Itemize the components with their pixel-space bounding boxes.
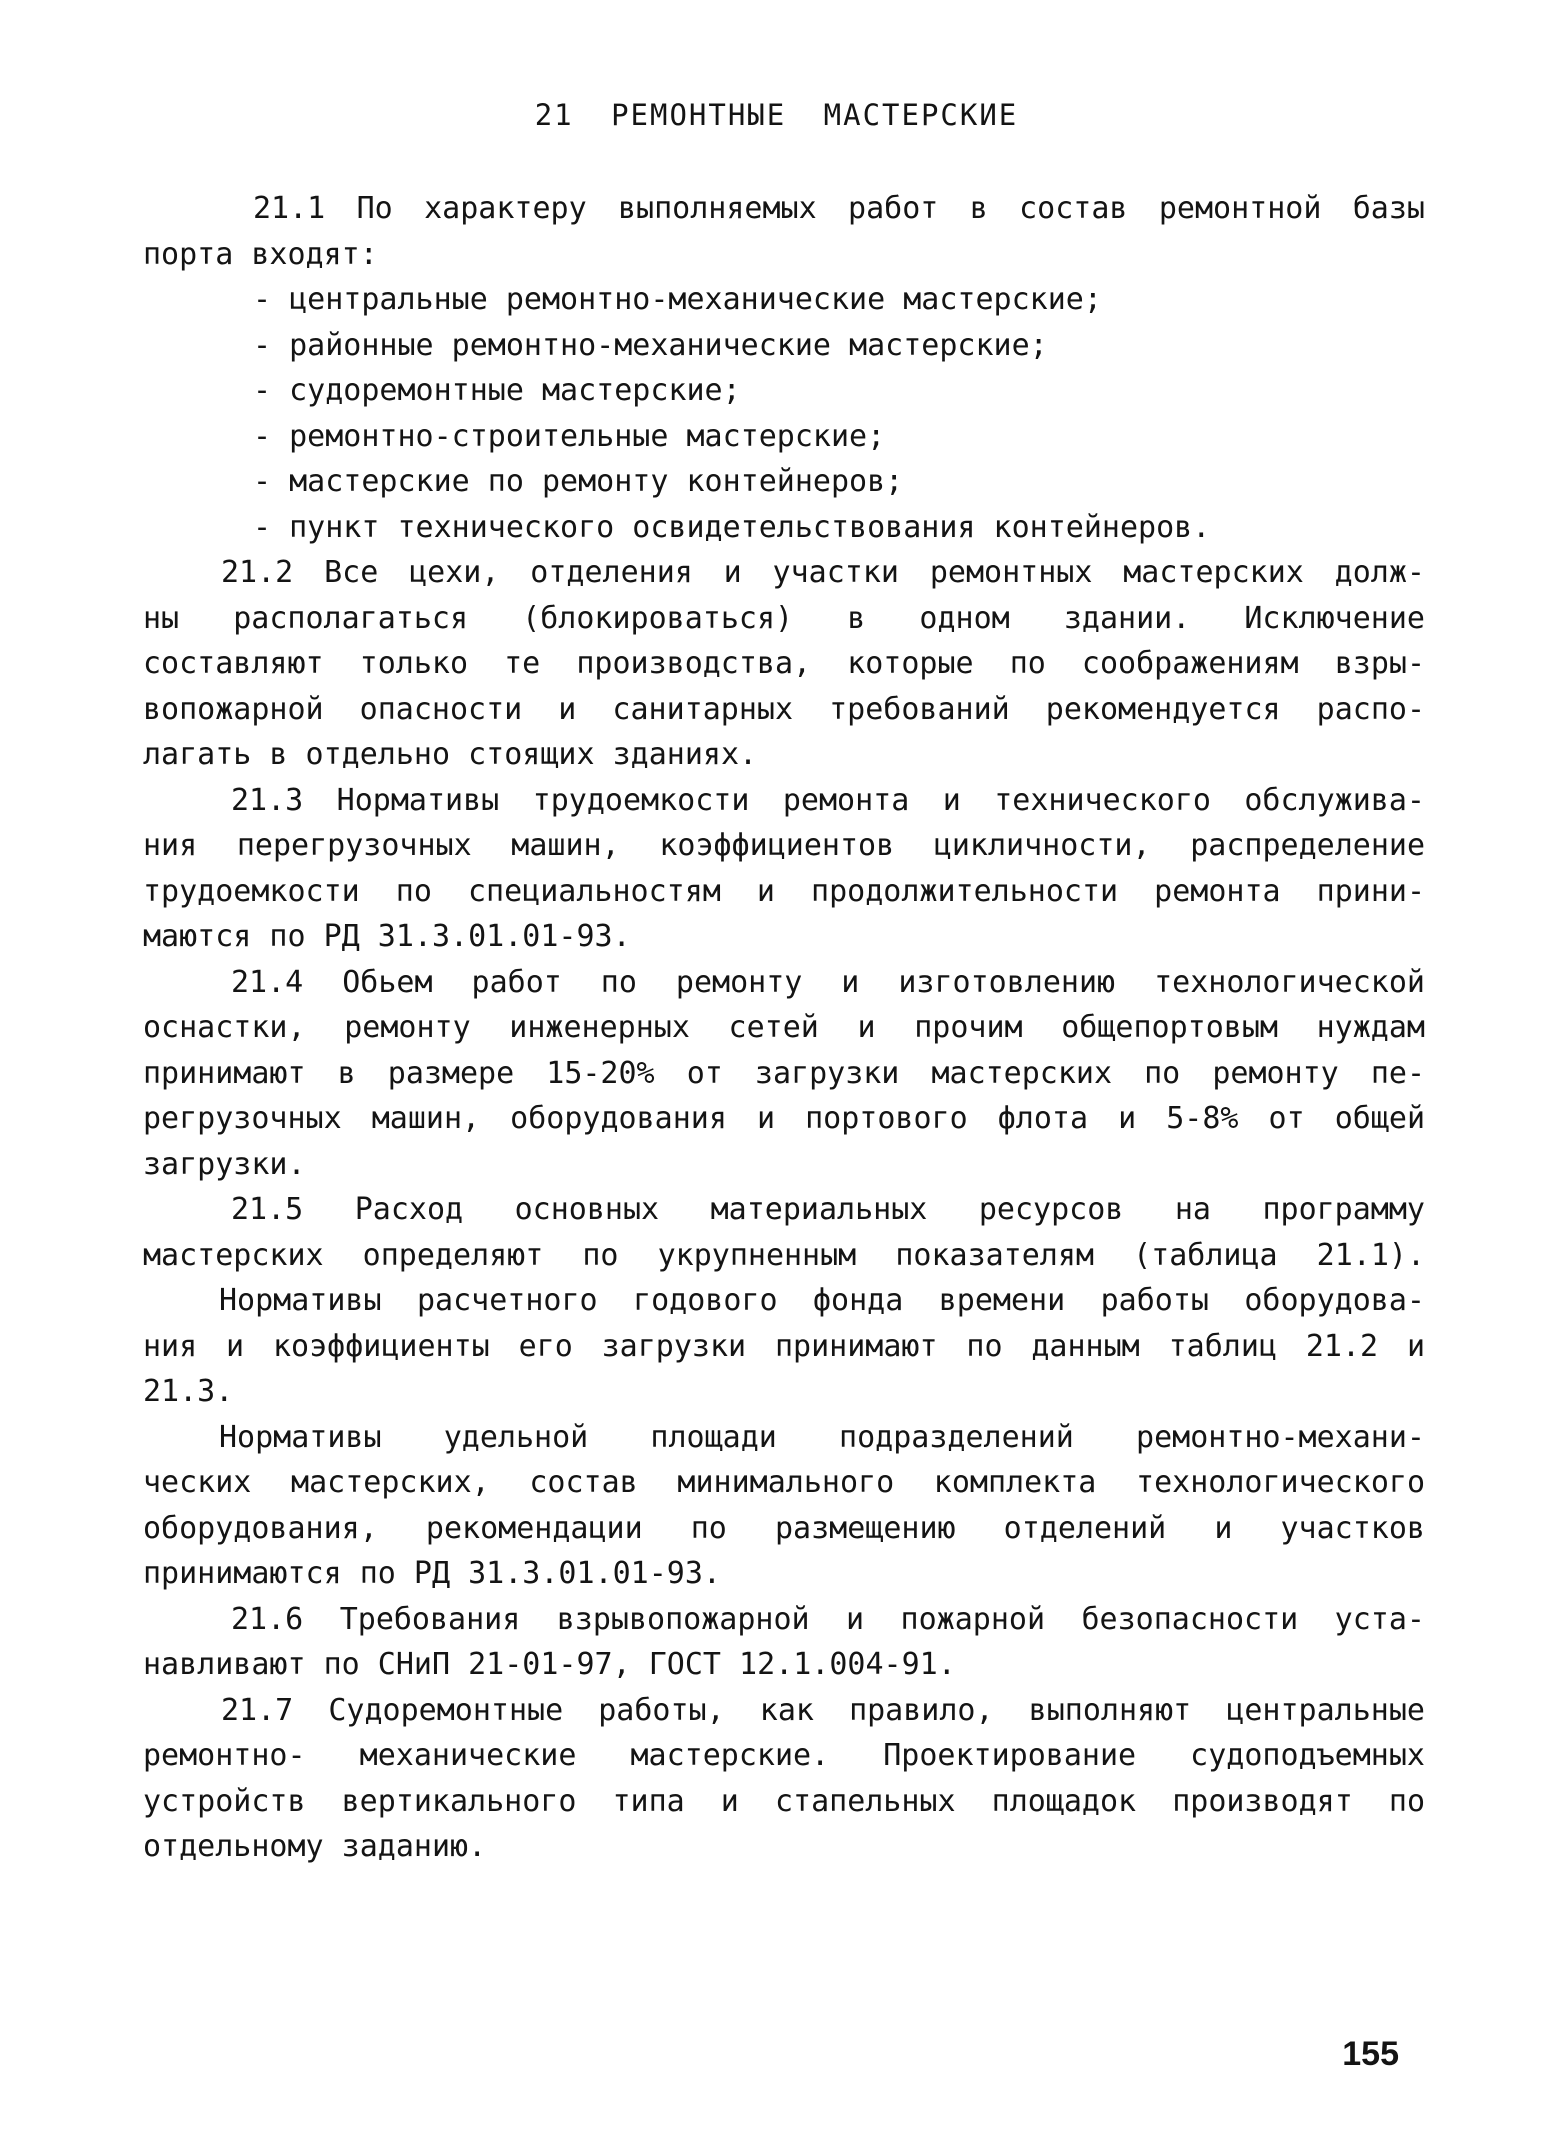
paragraph-21-4-line: загрузки. [143,1146,306,1182]
paragraph-area-line: Нормативы удельной площади подразделений ремонтно-механи- [219,1419,1425,1455]
list-item: - районные ремонтно-механические мастерские; [253,327,1048,363]
paragraph-21-3-line: маются по РД 31.3.01.01-93. [143,919,631,954]
paragraph-21-4-line: 21.4 Обьем работ по ремонту и изготовлению технологической [231,964,1425,1000]
list-item: - центральные ремонтно-механические мастерские; [253,282,1102,317]
paragraph-area-line: оборудования, рекомендации по размещению отделений и участков [143,1510,1425,1546]
paragraph-21-1-line-2: порта входят: [143,236,378,272]
paragraph-21-5-line: 21.5 Расход основных материальных ресурсов на программу [231,1192,1425,1227]
list-item: - судоремонтные мастерские; [253,373,741,408]
list-item: - мастерские по ремонту контейнеров; [253,464,904,499]
paragraph-21-6-line: навливают по СНиП 21-01-97, ГОСТ 12.1.004-91. [143,1647,956,1682]
paragraph-21-3-line: трудоемкости по специальностям и продолжительности ремонта прини- [143,873,1425,909]
paragraph-21-7-line: устройств вертикального типа и стапельных площадок производят по [143,1783,1425,1819]
paragraph-norms-line: Нормативы расчетного годового фонда времени работы оборудова- [219,1283,1425,1318]
paragraph-21-7-line: отдельному заданию. [143,1829,487,1864]
paragraph-21-5-line: мастерских определяют по укрупненным показателям (таблица 21.1). [143,1237,1425,1273]
paragraph-21-4-line: принимают в размере 15-20% от загрузки мастерских по ремонту пе- [143,1055,1425,1091]
section-body [143,186,1425,1870]
paragraph-21-3-line: ния перегрузочных машин, коэффициентов цикличности, распределение [143,828,1425,863]
paragraph-21-2-line: ны располагаться (блокироваться) в одном здании. Исключение [143,600,1425,636]
section-title: 21 РЕМОНТНЫЕ МАСТЕРСКИЕ [534,98,1019,132]
paragraph-21-7-line: 21.7 Судоремонтные работы, как правило, выполняют центральные [221,1692,1425,1728]
paragraph-21-2-line: 21.2 Все цехи, отделения и участки ремонтных мастерских долж- [221,555,1425,590]
paragraph-21-2-line: вопожарной опасности и санитарных требований рекомендуется распо- [143,691,1425,727]
paragraph-21-2-line: лагать в отдельно стоящих зданиях. [143,737,758,772]
paragraph-area-line: ческих мастерских, состав минимального комплекта технологического [143,1465,1425,1500]
paragraph-area-line: принимаются по РД 31.3.01.01-93. [143,1556,721,1591]
paragraph-norms-line: ния и коэффициенты его загрузки принимают по данным таблиц 21.2 и [143,1328,1425,1364]
paragraph-21-1-line-1: 21.1 По характеру выполняемых работ в состав ремонтной базы [253,191,1425,226]
paragraph-21-6-line: 21.6 Требования взрывопожарной и пожарной безопасности уста- [231,1601,1425,1637]
paragraph-norms-line: 21.3. [143,1374,234,1409]
list-item: - ремонтно-строительные мастерские; [253,418,886,454]
paragraph-21-7-line: ремонтно- механические мастерские. Проектирование судоподъемных [143,1738,1425,1773]
list-item: - пункт технического освидетельствования контейнеров. [253,509,1211,545]
paragraph-21-3-line: 21.3 Нормативы трудоемкости ремонта и технического обслужива- [231,782,1425,818]
page-number: 155 [1342,2035,1399,2073]
paragraph-21-4-line: оснастки, ремонту инженерных сетей и прочим общепортовым нуждам [143,1010,1425,1045]
paragraph-21-2-line: составляют только те производства, которые по соображениям взры- [143,646,1425,681]
paragraph-21-4-line: регрузочных машин, оборудования и портового флота и 5-8% от общей [143,1101,1425,1136]
